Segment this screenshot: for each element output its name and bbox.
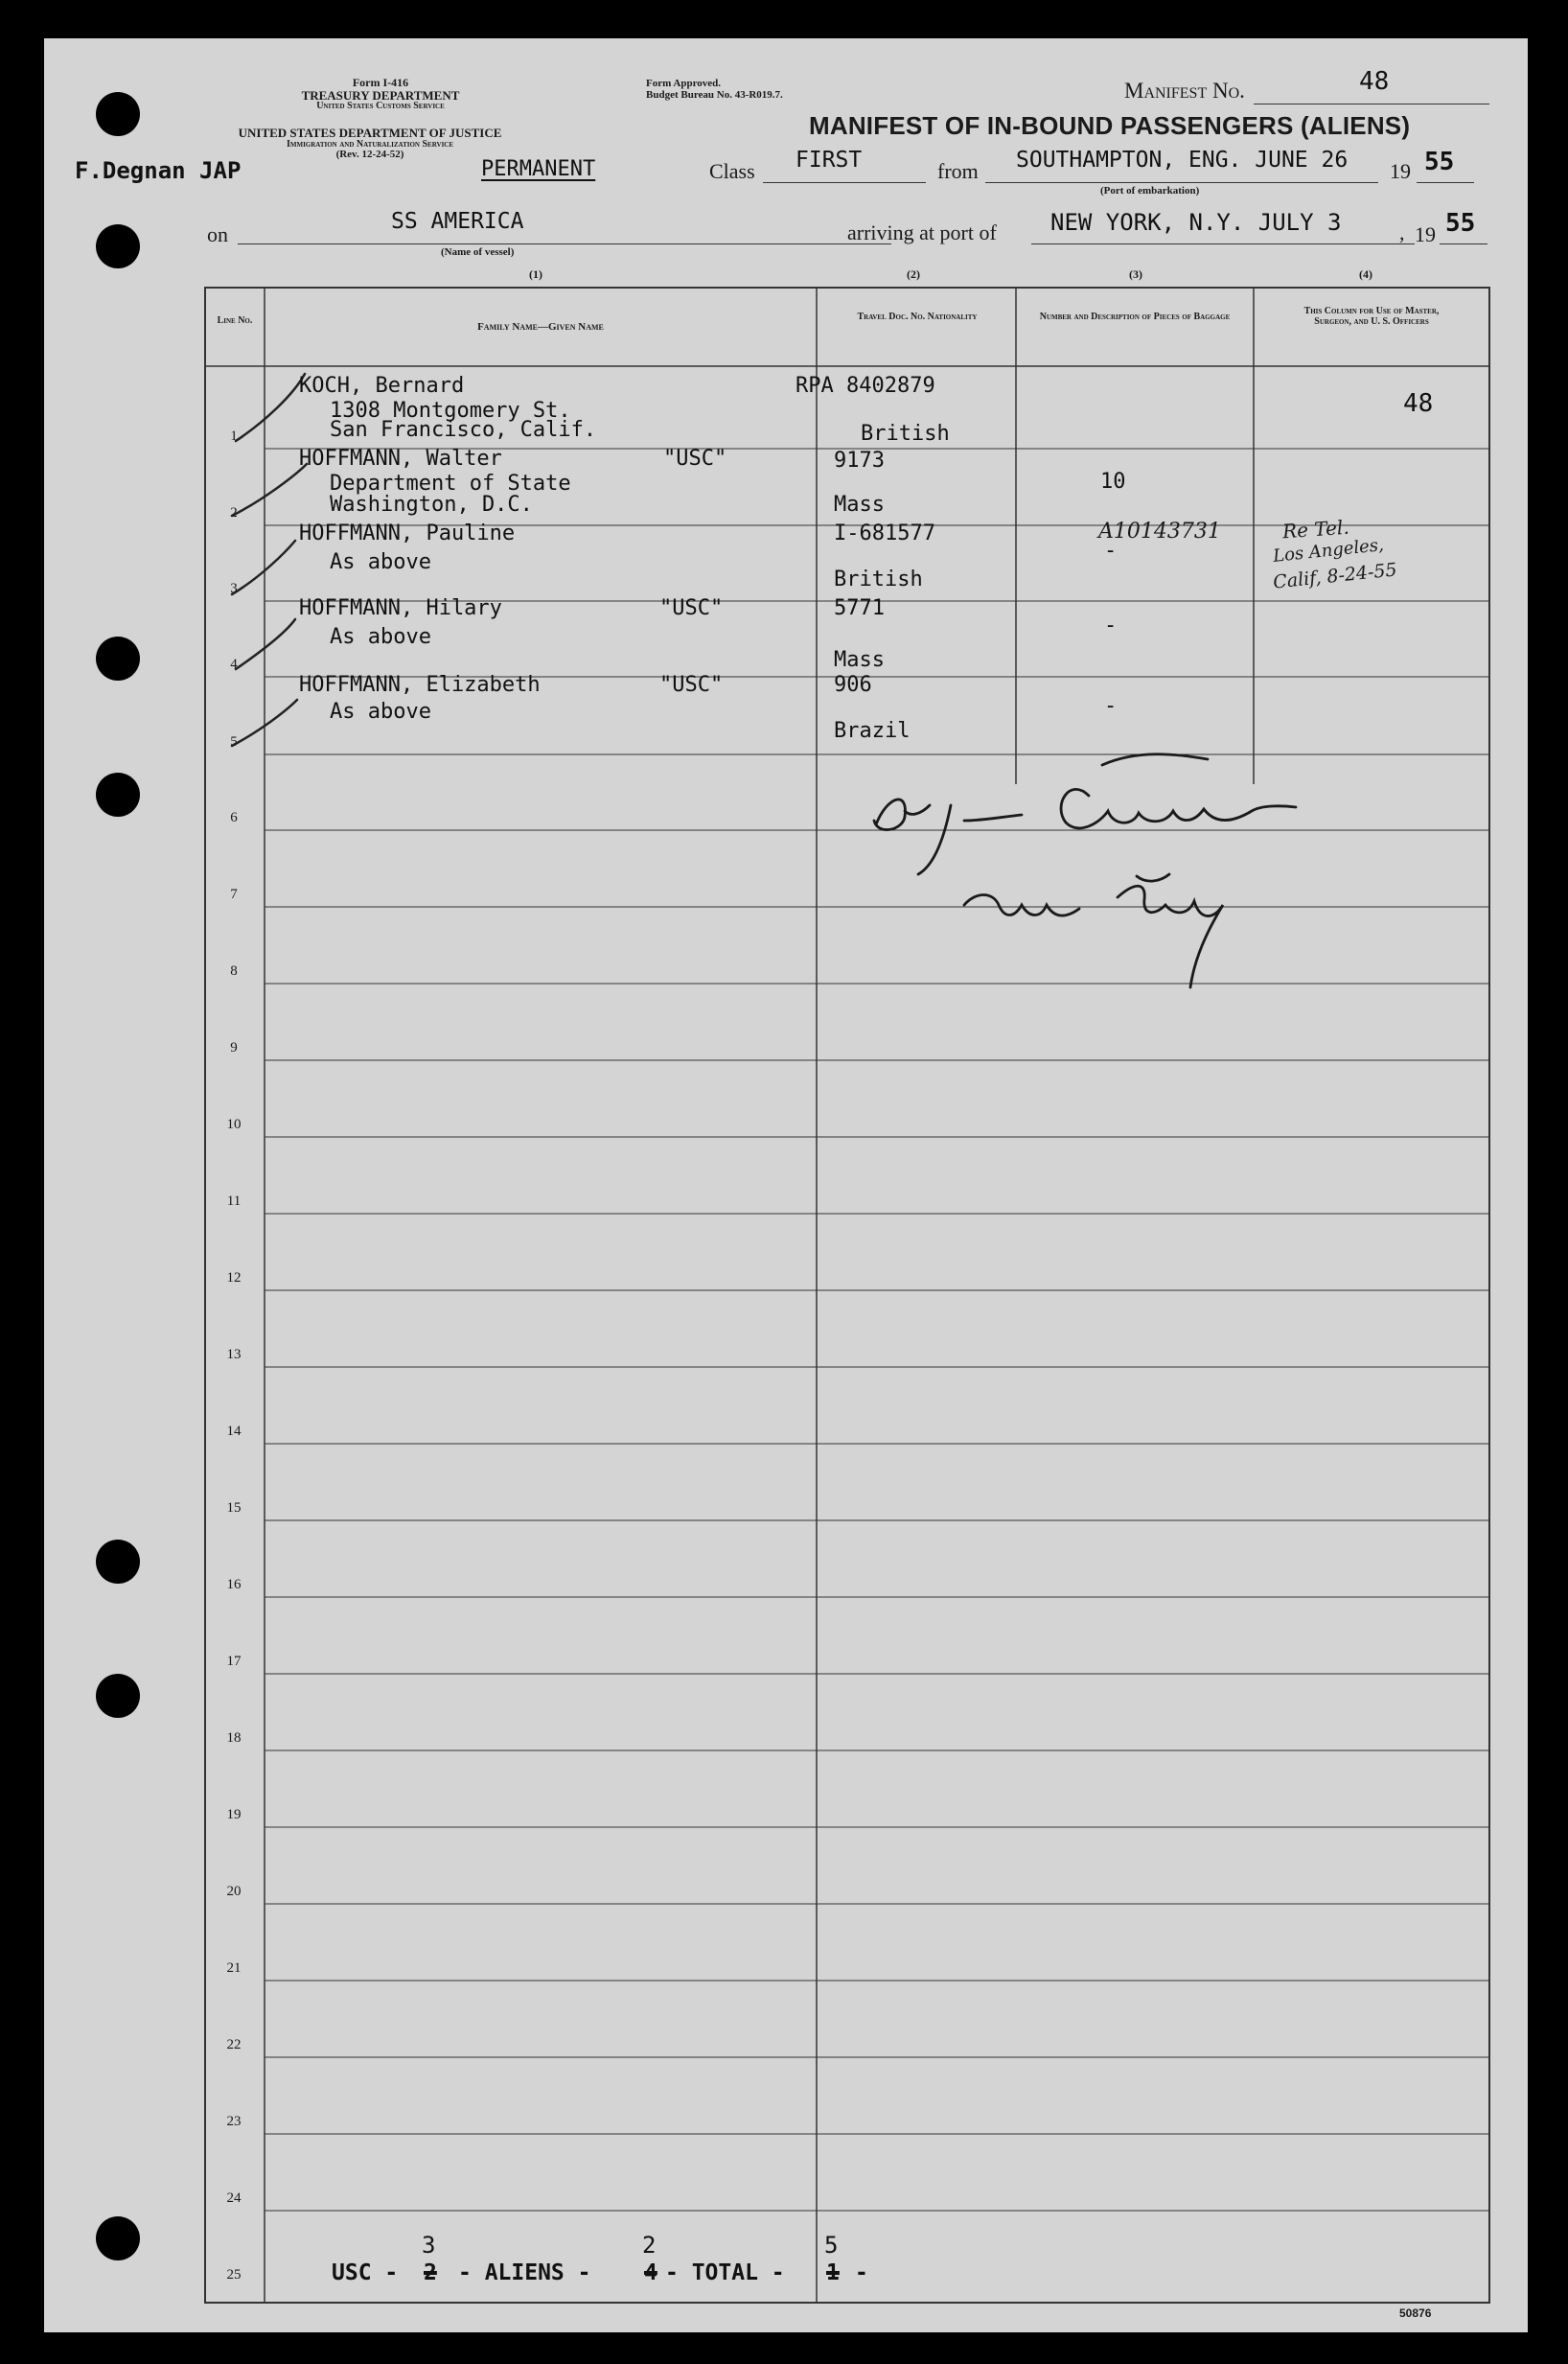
passenger-2-tag: "USC" xyxy=(663,447,727,471)
line-number: 8 xyxy=(230,963,238,979)
line-number: 3 xyxy=(230,581,238,596)
revision: (Rev. 12-24-52) xyxy=(335,149,404,161)
passenger-5-doc: 906 xyxy=(834,673,872,697)
col-num-2: (2) xyxy=(907,267,920,281)
passenger-2-baggage: 10 xyxy=(1100,470,1126,494)
passenger-5-name: HOFFMANN, Elizabeth xyxy=(299,673,541,697)
line-number: 7 xyxy=(230,887,238,902)
from-label: from xyxy=(937,159,979,183)
line-number: 13 xyxy=(226,1347,242,1362)
col-header-travel-doc: Travel Doc. No. Nationality xyxy=(857,312,978,322)
passenger-4-baggage: - xyxy=(1104,614,1118,637)
from-year: 55 xyxy=(1424,148,1455,176)
line-number: 6 xyxy=(230,810,238,825)
form-number: Form I-416 xyxy=(352,76,409,89)
passenger-2-name: HOFFMANN, Walter xyxy=(299,447,502,471)
passenger-2-nationality: Mass xyxy=(834,493,885,517)
arrival-port-date: NEW YORK, N.Y. JULY 3 xyxy=(1050,209,1342,236)
on-label: on xyxy=(207,222,228,246)
totals-end-dash: - xyxy=(855,2260,868,2285)
class-value: FIRST xyxy=(796,148,863,173)
totals-aliens-struck: 4 xyxy=(644,2260,657,2285)
passenger-1-doc: RPA 8402879 xyxy=(796,374,935,398)
line-number: 12 xyxy=(226,1270,242,1286)
passenger-5-tag: "USC" xyxy=(659,673,724,697)
passenger-1-address-1: 1308 Montgomery St. xyxy=(330,399,571,423)
totals-aliens-value: 2 xyxy=(642,2232,657,2259)
from-year-prefix: 19 xyxy=(1390,159,1411,183)
passenger-4-nationality: Mass xyxy=(834,648,885,672)
totals-total-label: - TOTAL - xyxy=(665,2260,785,2285)
line-number: 19 xyxy=(226,1807,242,1822)
arrival-comma: , xyxy=(1399,220,1405,244)
col-num-4: (4) xyxy=(1359,267,1372,281)
totals-total-struck: 1 xyxy=(826,2260,840,2285)
line-number: 24 xyxy=(226,2190,242,2206)
page-title: MANIFEST OF IN-BOUND PASSENGERS (ALIENS) xyxy=(809,111,1411,140)
alien-registration-number: A10143731 xyxy=(1098,520,1221,544)
line-number: 11 xyxy=(226,1194,242,1209)
customs-service: United States Customs Service xyxy=(316,101,445,112)
col-num-1: (1) xyxy=(529,267,542,281)
status-stamp: PERMANENT xyxy=(481,157,596,181)
line-number: 25 xyxy=(226,2267,242,2283)
passenger-5-baggage: - xyxy=(1104,694,1118,718)
budget-bureau: Budget Bureau No. 43-R019.7. xyxy=(646,88,783,101)
line-number: 20 xyxy=(226,1884,242,1899)
line-number: 2 xyxy=(230,505,238,521)
line-number: 23 xyxy=(226,2114,242,2129)
passenger-1-nationality: British xyxy=(861,422,950,446)
form-approved: Form Approved. xyxy=(646,78,722,89)
line-number: 17 xyxy=(226,1654,242,1669)
class-label: Class xyxy=(709,159,755,183)
treasury-dept: TREASURY DEPARTMENT xyxy=(301,87,460,103)
passenger-5-nationality: Brazil xyxy=(834,719,911,743)
line-number: 16 xyxy=(226,1577,242,1592)
arrival-year: 55 xyxy=(1445,209,1476,238)
line-number: 15 xyxy=(226,1500,242,1516)
line-number: 21 xyxy=(226,1960,242,1976)
passenger-1-officer-note: 48 xyxy=(1403,389,1434,418)
totals-usc-struck: 2 xyxy=(424,2260,437,2285)
ins-service: Immigration and Naturalization Service xyxy=(286,138,454,150)
totals-usc-label: USC - xyxy=(332,2260,399,2285)
col-header-name: Family Name—Given Name xyxy=(477,321,604,333)
inspector-stamp: F.Degnan JAP xyxy=(75,157,242,184)
passenger-3-baggage: - xyxy=(1104,539,1118,563)
officer-note-line-2: Los Angeles, xyxy=(1272,535,1385,567)
from-value: SOUTHAMPTON, ENG. JUNE 26 xyxy=(1016,148,1349,173)
line-number: 4 xyxy=(230,657,238,672)
port-embarkation-caption: (Port of embarkation) xyxy=(1100,185,1200,197)
passenger-2-address-2: Washington, D.C. xyxy=(330,493,533,517)
passenger-1-name: KOCH, Bernard xyxy=(299,374,465,398)
officer-note-line-1: Re Tel. xyxy=(1281,515,1350,544)
manifest-page xyxy=(44,38,1528,2332)
passenger-3-doc: I-681577 xyxy=(834,521,935,545)
line-number: 14 xyxy=(226,1424,242,1439)
arriving-label: arriving at port of xyxy=(847,220,997,244)
totals-usc-value: 3 xyxy=(422,2232,436,2259)
arrival-year-prefix: 19 xyxy=(1415,222,1436,246)
line-number: 9 xyxy=(230,1040,238,1055)
line-number: 10 xyxy=(226,1117,242,1132)
col-header-line-no: Line No. xyxy=(217,315,253,326)
passenger-3-nationality: British xyxy=(834,568,923,591)
vessel-caption: (Name of vessel) xyxy=(441,246,515,258)
totals-aliens-label: - ALIENS - xyxy=(458,2260,591,2285)
manifest-table-grid xyxy=(44,38,1528,2332)
passenger-5-address: As above xyxy=(330,700,431,724)
line-number: 1 xyxy=(230,429,238,444)
passenger-2-address-1: Department of State xyxy=(330,472,571,496)
manifest-no-label: Manifest No. xyxy=(1124,79,1245,103)
totals-total-value: 5 xyxy=(824,2232,839,2259)
passenger-4-tag: "USC" xyxy=(659,596,724,620)
col-num-3: (3) xyxy=(1129,267,1142,281)
manifest-no-value: 48 xyxy=(1359,67,1390,96)
justice-dept: UNITED STATES DEPARTMENT OF JUSTICE xyxy=(238,126,502,140)
passenger-4-name: HOFFMANN, Hilary xyxy=(299,596,502,620)
line-number: 5 xyxy=(230,734,238,750)
footer-form-code: 50876 xyxy=(1399,2306,1432,2320)
passenger-3-name: HOFFMANN, Pauline xyxy=(299,521,516,545)
passenger-2-doc: 9173 xyxy=(834,449,885,473)
passenger-4-doc: 5771 xyxy=(834,596,885,620)
passenger-3-address: As above xyxy=(330,550,431,574)
line-number: 18 xyxy=(226,1730,242,1746)
vessel-name: SS AMERICA xyxy=(391,209,524,234)
col-header-officers: This Column for Use of Master, Surgeon, and U. S. Officers xyxy=(1303,306,1440,327)
line-number: 22 xyxy=(226,2037,242,2052)
passenger-4-address: As above xyxy=(330,625,431,649)
officer-note-line-3: Calif, 8-24-55 xyxy=(1272,559,1398,593)
passenger-1-address-2: San Francisco, Calif. xyxy=(330,418,597,442)
col-header-baggage: Number and Description of Pieces of Baggage xyxy=(1039,312,1231,322)
inspector-signature xyxy=(874,754,1296,987)
